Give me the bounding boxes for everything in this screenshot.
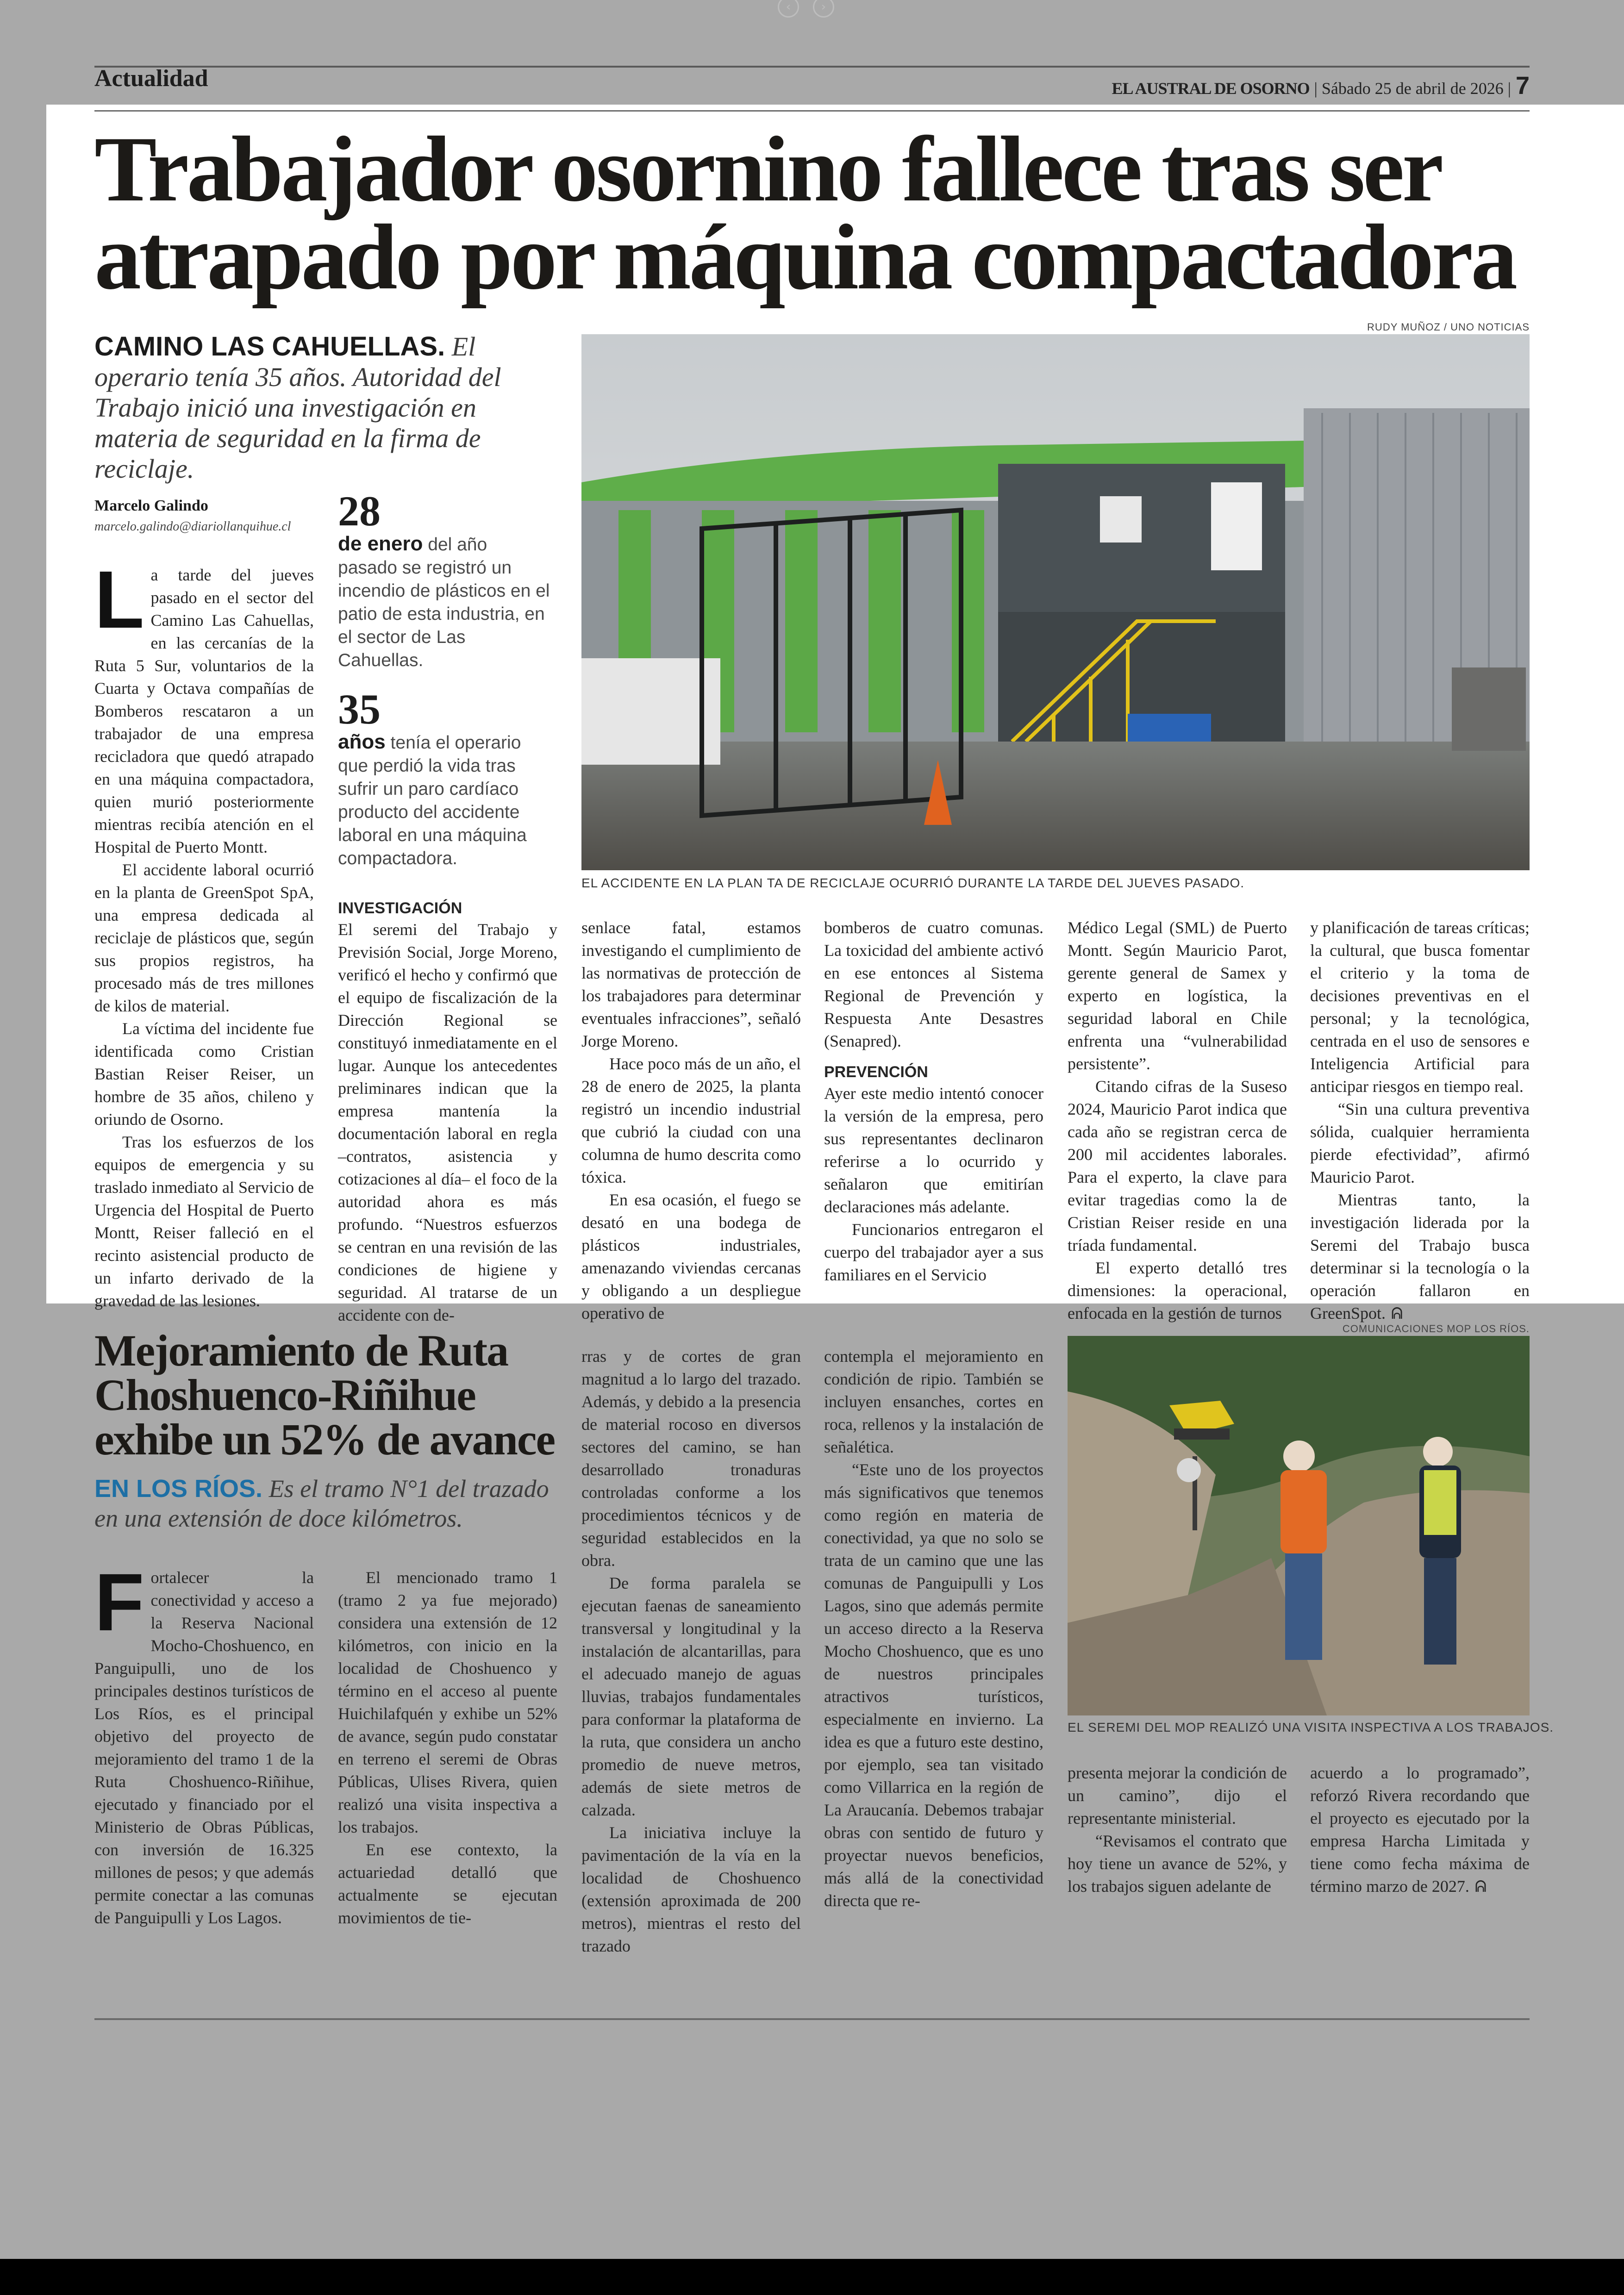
article1-lead [94,331,548,484]
article2-column-2 [338,1566,557,1929]
masthead [1112,71,1530,100]
article2-column-4 [824,1345,1043,1912]
article2-column-5 [1068,1762,1287,1898]
paragraph: bomberos de cuatro comunas. La toxicidad del ambiente activó en ese entonces al Sistema Regional de Prevención y Respuesta Ante Desastres (Senapred). [824,918,1043,1050]
article1-column-5 [1068,917,1287,1325]
stat-number: 28 [338,487,381,535]
article2-column-1 [94,1557,314,1929]
stat-number: 35 [338,686,381,733]
paragraph: Ayer este medio intentó conocer la versión de la empresa, pero sus representantes declinaron referirse a lo ocurrido y señalaron que emitirían declaraciones más adelante. [824,1084,1043,1216]
recycling-plant-photo [581,334,1530,870]
article2-photo-caption: EL SEREMI DEL MOP REALIZÓ UNA VISITA INSPECTIVA A LOS TRABAJOS. [1068,1720,1554,1734]
page-nav [778,0,834,18]
paragraph: En ese contexto, la actuariedad detalló que actualmente se ejecutan movimientos de tie- [338,1840,557,1927]
stat-unit: de enero [338,532,423,555]
article2-photo-credit: COMUNICACIONES MOP LOS RÍOS. [1342,1323,1530,1335]
subheading: PREVENCIÓN [824,1063,928,1081]
section-title: Actualidad [94,65,208,92]
paragraph: senlace fatal, estamos investigando el cumplimiento de las normativas de protección de los trabajadores para determinar eventuales infracciones”, señaló Jorge Moreno. [581,918,801,1050]
header-rule [94,110,1530,112]
subheading: INVESTIGACIÓN [338,899,462,917]
author-email[interactable]: marcelo.galindo@diariollanquihue.cl [94,519,291,534]
paragraph: La iniciativa incluye la pavimentación de la vía en la localidad de Choshuenco (extensión aproximada de 200 metros), mientras el resto del trazado [581,1823,801,1955]
paragraph: “Este uno de los proyectos más significativos que tenemos como región en materia de conectividad, ya que no solo se trata de un camino que une las comunas de Panguipulli y Los Lagos, sino que además permite un acceso directo a la Reserva Mocho Choshuenco, que es uno de nuestros principales atractivos turísticos, especialmente en invierno. La idea es que a futuro este destino, por ejemplo, sea tan visitado como Villarrica en la región de La Araucanía. Debemos trabajar obras con sentido de futuro y proyectar nuevos beneficios, más allá de la conectividad directa que re- [824,1460,1043,1910]
article2-lead-text: Es el tramo N°1 del trazado en una extensión de doce kilómetros. [94,1475,549,1532]
road-inspection-photo [1068,1336,1530,1715]
paragraph: ortalecer la conectividad y acceso a la Reserva Nacional Mocho-Choshuenco, en Panguipulli, uno de los principales destinos turísticos de Los Ríos, es el principal objetivo del proyecto de mejoramiento del tramo 1 de la Ruta Choshuenco-Riñihue, ejecutado y financiado por el Ministerio de Obras Públicas, con inversión de 16.325 millones de pesos; y que además permite conectar a las comunas de Panguipulli y Los Lagos. [94,1568,314,1927]
article2-lead [94,1474,557,1533]
issue-date: | Sábado 25 de abril de 2026 | [1314,79,1511,98]
paragraph: Médico Legal (SML) de Puerto Montt. Según Mauricio Parot, gerente general de Samex y experto en logística, la seguridad laboral en Chile enfrenta una “vulnerabilidad persistente”. [1068,918,1287,1073]
newspaper-name: EL AUSTRAL DE OSORNO [1112,79,1310,98]
article1-column-1 [94,555,314,1312]
paragraph: Tras los esfuerzos de los equipos de emergencia y su traslado inmediato al Servicio de Urgencia del Hospital de Puerto Montt, Reiser falleció en el recinto asistencial producto de un infarto derivado de la gravedad de las lesiones. [94,1133,314,1310]
article2-headline: Mejoramiento de Ruta Choshuenco-Riñihue exhibe un 52% de avance [94,1326,555,1464]
stat-text: tenía el operario que perdió la vida tras sufrir un paro cardíaco producto del accidente laboral en una máquina compactadora. [338,733,527,868]
stat-box-35 [338,688,551,870]
article1-kicker: CAMINO LAS CAHUELLAS. [94,331,445,362]
paragraph: En esa ocasión, el fuego se desató en una bodega de plásticos industriales, amenazando viviendas cercanas y obligando a un despliegue operativo de [581,1191,801,1322]
paragraph: contempla el mejoramiento en condición de ripio. También se incluyen ensanches, cortes en roca, rellenos y la instalación de señalética. [824,1347,1043,1456]
article2-column-6 [1310,1762,1530,1898]
paragraph: Mientras tanto, la investigación liderada por la Seremi del Trabajo busca determinar si la tecnología o la operación fallaron en GreenSpot. ᕱ [1310,1191,1530,1323]
article1-column-3 [581,917,801,1325]
end-mark-icon: ᕱ [1474,1877,1487,1896]
article2-kicker: EN LOS RÍOS. [94,1475,263,1503]
paragraph: Citando cifras de la Suseso 2024, Mauricio Parot indica que cada año se registran cerca de 200 mil accidentes laborales. Para el experto, la clave para evitar tragedias como la de Cristian Reiser reside en una tríada fundamental. [1068,1077,1287,1254]
paragraph: y planificación de tareas críticas; la cultural, que busca fomentar el criterio y la toma de decisiones preventivas en el personal; y la tecnológica, centrada en el uso de sensores e Inteligencia Artificial para anticipar riesgos en tiempo real. [1310,918,1530,1096]
article1-column-2 [338,889,557,1327]
prev-page-button[interactable]: ‹ [778,0,799,18]
article2-column-3 [581,1345,801,1958]
article1-column-6 [1310,917,1530,1325]
drop-cap: L [94,555,144,645]
stat-box-28 [338,487,551,672]
photo-credit: RUDY MUÑOZ / UNO NOTICIAS [1367,321,1530,333]
paragraph: presenta mejorar la condición de un camino”, dijo el representante ministerial. [1068,1764,1287,1827]
article1-column-4 [824,917,1043,1286]
paragraph: El experto detalló tres dimensiones: la operacional, enfocada en la gestión de turnos [1068,1259,1287,1322]
drop-cap: F [94,1557,144,1648]
stat-unit: años [338,730,386,753]
bottom-rule [94,2018,1530,2020]
end-mark-icon: ᕱ [1391,1304,1403,1323]
paragraph: Hace poco más de un año, el 28 de enero de 2025, la planta registró un incendio industrial que cubrió la ciudad con una columna de humo descrita como tóxica. [581,1054,801,1186]
viewer-bottom-bar [0,2259,1624,2295]
paragraph: acuerdo a lo programado”, reforzó Rivera recordando que el proyecto es ejecutado por la empresa Harcha Limitada y tiene como fecha máxima de término marzo de 2027. [1310,1764,1530,1896]
paragraph: rras y de cortes de gran magnitud a lo largo del trazado. Además, y debido a la presencia de material rocoso en diversos sectores del camino, se han desarrollado tronaduras controladas conforme a los procedimientos técnicos y de seguridad establecidos en la obra. [581,1347,801,1570]
paragraph: “Revisamos el contrato que hoy tiene un avance de 52%, y los trabajos siguen adelante de [1068,1832,1287,1896]
stat-text: del año pasado se registró un incendio de plásticos en el patio de esta industria, en el sector de Las Cahuellas. [338,535,550,670]
author-name: Marcelo Galindo [94,497,208,514]
paragraph: “Sin una cultura preventiva sólida, cualquier herramienta pierde efectividad”, afirmó Mauricio Parot. [1310,1100,1530,1186]
paragraph: El accidente laboral ocurrió en la planta de GreenSpot SpA, una empresa dedicada al reciclaje de plásticos que, según sus propios registros, ha procesado más de tres millones de kilos de material. [94,861,314,1015]
paragraph: De forma paralela se ejecutan faenas de saneamiento transversal y longitudinal y la instalación de alcantarillas, para el adecuado manejo de aguas lluvias, trabajos fundamentales para conformar la plataforma de la ruta, que considera un ancho promedio de nueve metros, además de siete metros de calzada. [581,1574,801,1819]
paragraph: a tarde del jueves pasado en el sector del Camino Las Cahuellas, en las cercanías de la Ruta 5 Sur, voluntarios de la Cuarta y Octava compañías de Bomberos rescataron a un trabajador de una empresa recicladora que quedó atrapado en una máquina compactadora, quien murió posteriormente mientras recibía atención en el Hospital de Puerto Montt. [94,566,314,856]
paragraph: El mencionado tramo 1 (tramo 2 ya fue mejorado) considera una extensión de 12 kilómetros, con inicio en la localidad de Choshuenco y término en el acceso al puente Huichilafquén y exhibe un 52% de avance, según pudo constatar en terreno el seremi de Obras Públicas, Ulises Rivera, quien realizó una visita inspectiva a los trabajos. [338,1568,557,1836]
article1-headline: Trabajador osornino fallece tras ser atrapado por máquina compactadora [94,117,1516,309]
article1-photo-caption: EL ACCIDENTE EN LA PLAN TA DE RECICLAJE OCURRIÓ DURANTE LA TARDE DEL JUEVES PASADO. [581,876,1245,890]
paragraph: La víctima del incidente fue identificada como Cristian Bastian Reiser Reiser, un hombre de 35 años, chileno y oriundo de Osorno. [94,1019,314,1129]
paragraph: El seremi del Trabajo y Previsión Social, Jorge Moreno, verificó el hecho y confirmó que el equipo de fiscalización de la Dirección Regional se constituyó inmediatamente en el lugar. Aunque los antecedentes preliminares indican que la empresa mantenía la documentación laboral en regla –contratos, asistencia y cotizaciones al día– el foco de la autoridad ahora es más profundo. “Nuestros esfuerzos se centran en una revisión de las condiciones de higiene y seguridad. Al tratarse de un accidente con de- [338,920,557,1324]
article1-lead-text: El operario tenía 35 años. Autoridad del Trabajo inició una investigación en materia de seguridad en la firma de reciclaje. [94,331,501,484]
page-number: 7 [1515,72,1530,100]
top-rule [94,66,1530,68]
paragraph: Funcionarios entregaron el cuerpo del trabajador ayer a sus familiares en el Servicio [824,1220,1043,1284]
next-page-button[interactable]: › [813,0,834,18]
